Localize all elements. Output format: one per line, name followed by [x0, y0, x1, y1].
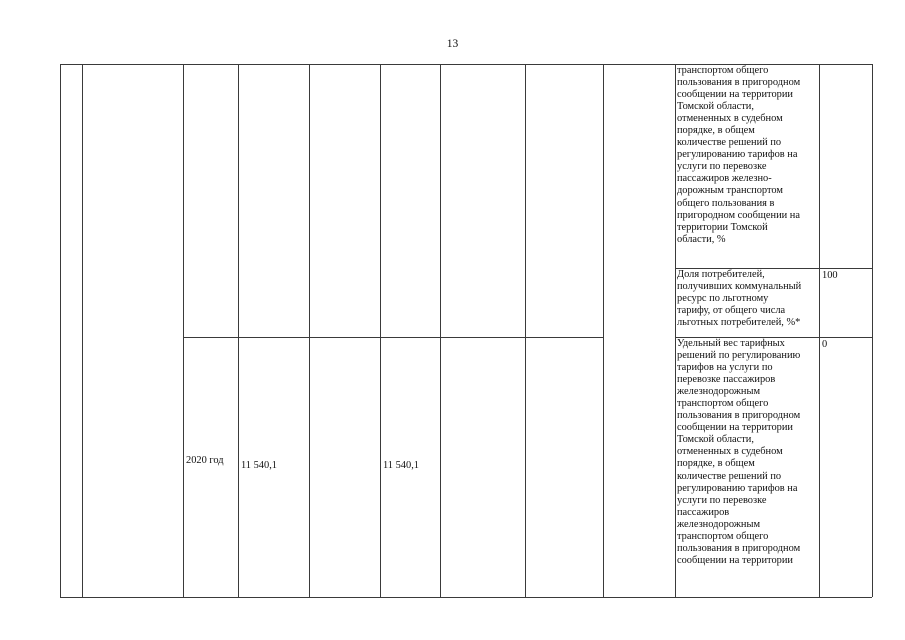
col-border	[82, 64, 83, 597]
col-border	[60, 64, 61, 597]
row-divider-year	[183, 337, 603, 338]
regional-amount: 11 540,1	[383, 460, 419, 471]
total-amount: 11 540,1	[241, 460, 277, 471]
col-border	[309, 64, 310, 597]
col-border	[440, 64, 441, 597]
page-number: 13	[446, 38, 459, 50]
indicator-text: Доля потребителей, получивших коммунальный ресурс по льготному тарифу, от общего числа льготных потребителей, %*	[677, 269, 802, 329]
col-border	[380, 64, 381, 597]
col-border	[603, 64, 604, 597]
table-bottom-border	[60, 597, 872, 598]
year-cell: 2020 год	[186, 455, 224, 466]
col-border	[819, 64, 820, 597]
col-border	[675, 64, 676, 597]
col-border	[872, 64, 873, 597]
col-border	[525, 64, 526, 597]
col-border	[238, 64, 239, 597]
indicator-value: 0	[822, 339, 828, 350]
indicator-text: Удельный вес тарифных решений по регулированию тарифов на услуги по перевозке пассажиров железнодорожным транспортом общего пользования в пригородном сообщении на территории Томской области, отмененных в судебном порядке, в общем количестве решений по регулированию тарифов на услуги по перевозке пассажиров железнодорожным транспортом общего пользования в пригородном сообщении на территории	[677, 338, 801, 566]
indicator-value: 100	[822, 270, 838, 281]
col-border	[183, 64, 184, 597]
indicator-text: транспортом общего пользования в пригородном сообщении на территории Томской области, отмененных в судебном порядке, в общем количестве решений по регулированию тарифов на услуги по перевозке пассажиров железно- дорожным транспортом общего пользования в пригородном сообщении на территории Томской области, %	[677, 65, 801, 245]
